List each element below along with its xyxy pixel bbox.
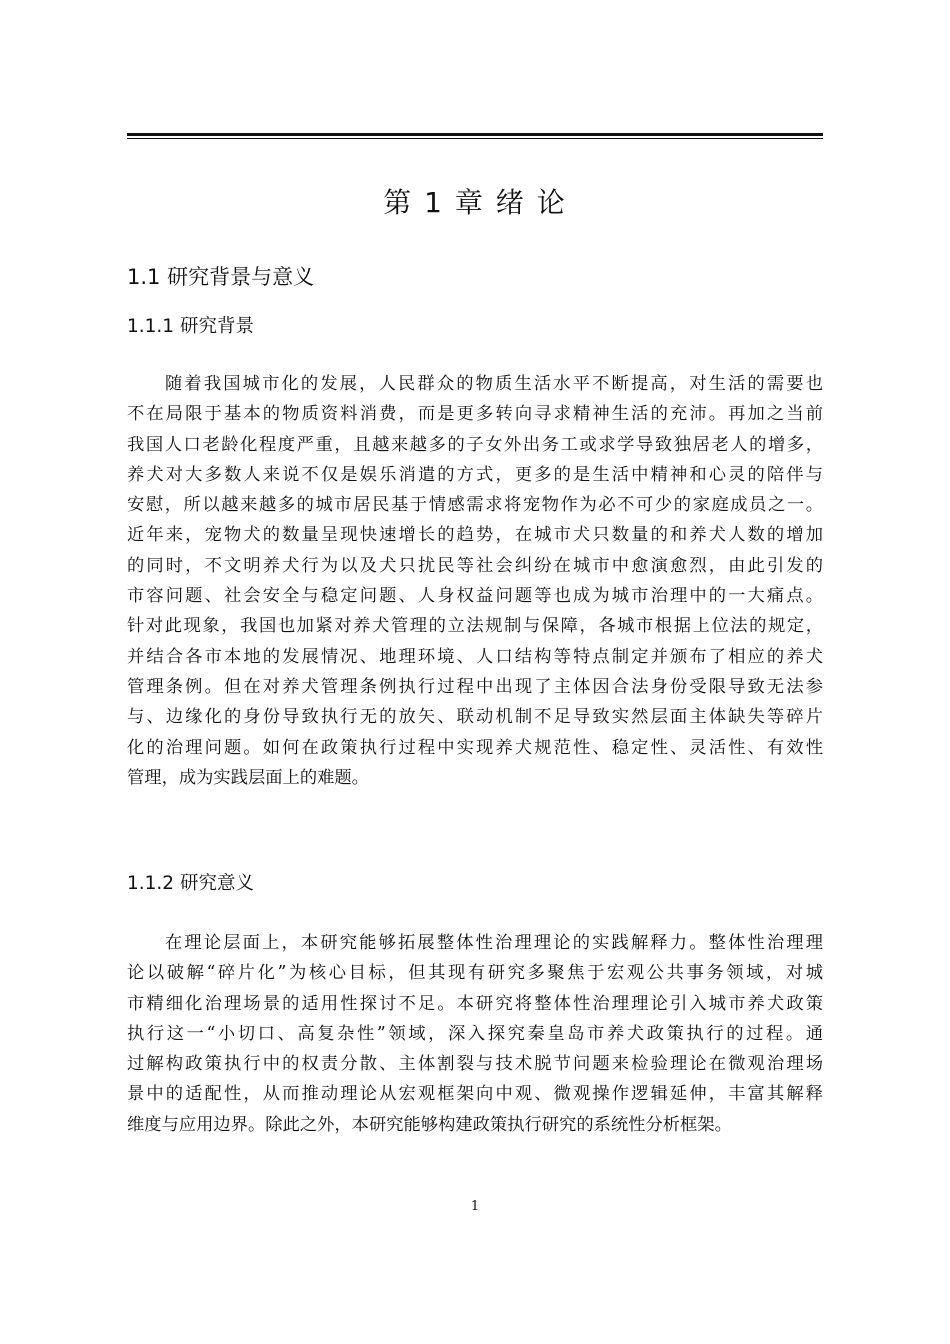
text-line: 维度与应用边界。除此之外，本研究能够构建政策执行研究的系统性分析框架。 xyxy=(127,1114,732,1135)
header-double-rule xyxy=(127,133,823,139)
text-line: 在理论层面上，本研究能够拓展整体性治理理论的实践解释力。整体性治理理 xyxy=(165,933,823,953)
text-line: 不在局限于基本的物质资料消费，而是更多转向寻求精神生活的充沛。再加之当前 xyxy=(127,404,823,425)
text-line: 针对此现象，我国也加紧对养犬管理的立法规制与保障，各城市根据上位法的规定， xyxy=(127,616,823,637)
paragraph-research-background xyxy=(127,369,823,793)
subsection-heading-significance: 1.1.2 研究意义 xyxy=(127,873,254,894)
paragraph-research-significance xyxy=(127,928,823,1140)
text-line: 管理，成为实践层面上的难题。 xyxy=(127,767,369,788)
text-line: 执行这一“小切口、高复杂性”领域，深入探究秦皇岛市养犬政策执行的过程。通 xyxy=(127,1023,823,1044)
text-line: 与、边缘化的身份导致执行无的放矢、联动机制不足导致实然层面主体缺失等碎片 xyxy=(127,707,823,728)
text-line: 并结合各市本地的发展情况、地理环境、人口结构等特点制定并颁布了相应的养犬 xyxy=(127,646,823,667)
text-line: 化的治理问题。如何在政策执行过程中实现养犬规范性、稳定性、灵活性、有效性 xyxy=(127,737,823,758)
text-line: 近年来，宠物犬的数量呈现快速增长的趋势，在城市犬只数量的和养犬人数的增加 xyxy=(127,525,823,546)
text-line: 市精细化治理场景的适用性探讨不足。本研究将整体性治理理论引入城市养犬政策 xyxy=(127,993,823,1014)
text-line: 论以破解“碎片化”为核心目标，但其现有研究多聚焦于宏观公共事务领域，对城 xyxy=(127,963,823,984)
text-line: 过解构政策执行中的权责分散、主体割裂与技术脱节问题来检验理论在微观治理场 xyxy=(127,1054,823,1075)
text-line: 景中的适配性，从而推动理论从宏观框架向中观、微观操作逻辑延伸，丰富其解释 xyxy=(127,1084,823,1105)
text-line: 安慰，所以越来越多的城市居民基于情感需求将宠物作为必不可少的家庭成员之一。 xyxy=(127,495,823,516)
page-number: 1 xyxy=(470,1199,480,1214)
text-line: 我国人口老龄化程度严重，且越来越多的子女外出务工或求学导致独居老人的增多， xyxy=(127,434,823,455)
section-heading: 1.1 研究背景与意义 xyxy=(127,265,315,289)
text-line: 养犬对大多数人来说不仅是娱乐消遣的方式，更多的是生活中精神和心灵的陪伴与 xyxy=(127,464,823,485)
text-line: 市容问题、社会安全与稳定问题、人身权益问题等也成为城市治理中的一大痛点。 xyxy=(127,586,823,607)
text-line: 随着我国城市化的发展，人民群众的物质生活水平不断提高，对生活的需要也 xyxy=(165,374,823,394)
chapter-title: 第 1 章 绪 论 xyxy=(383,186,567,219)
text-line: 的同时，不文明养犬行为以及犬只扰民等社会纠纷在城市中愈演愈烈，由此引发的 xyxy=(127,555,823,576)
subsection-heading-background: 1.1.1 研究背景 xyxy=(127,316,254,337)
text-line: 管理条例。但在对养犬管理条例执行过程中出现了主体因合法身份受限导致无法参 xyxy=(127,676,823,697)
